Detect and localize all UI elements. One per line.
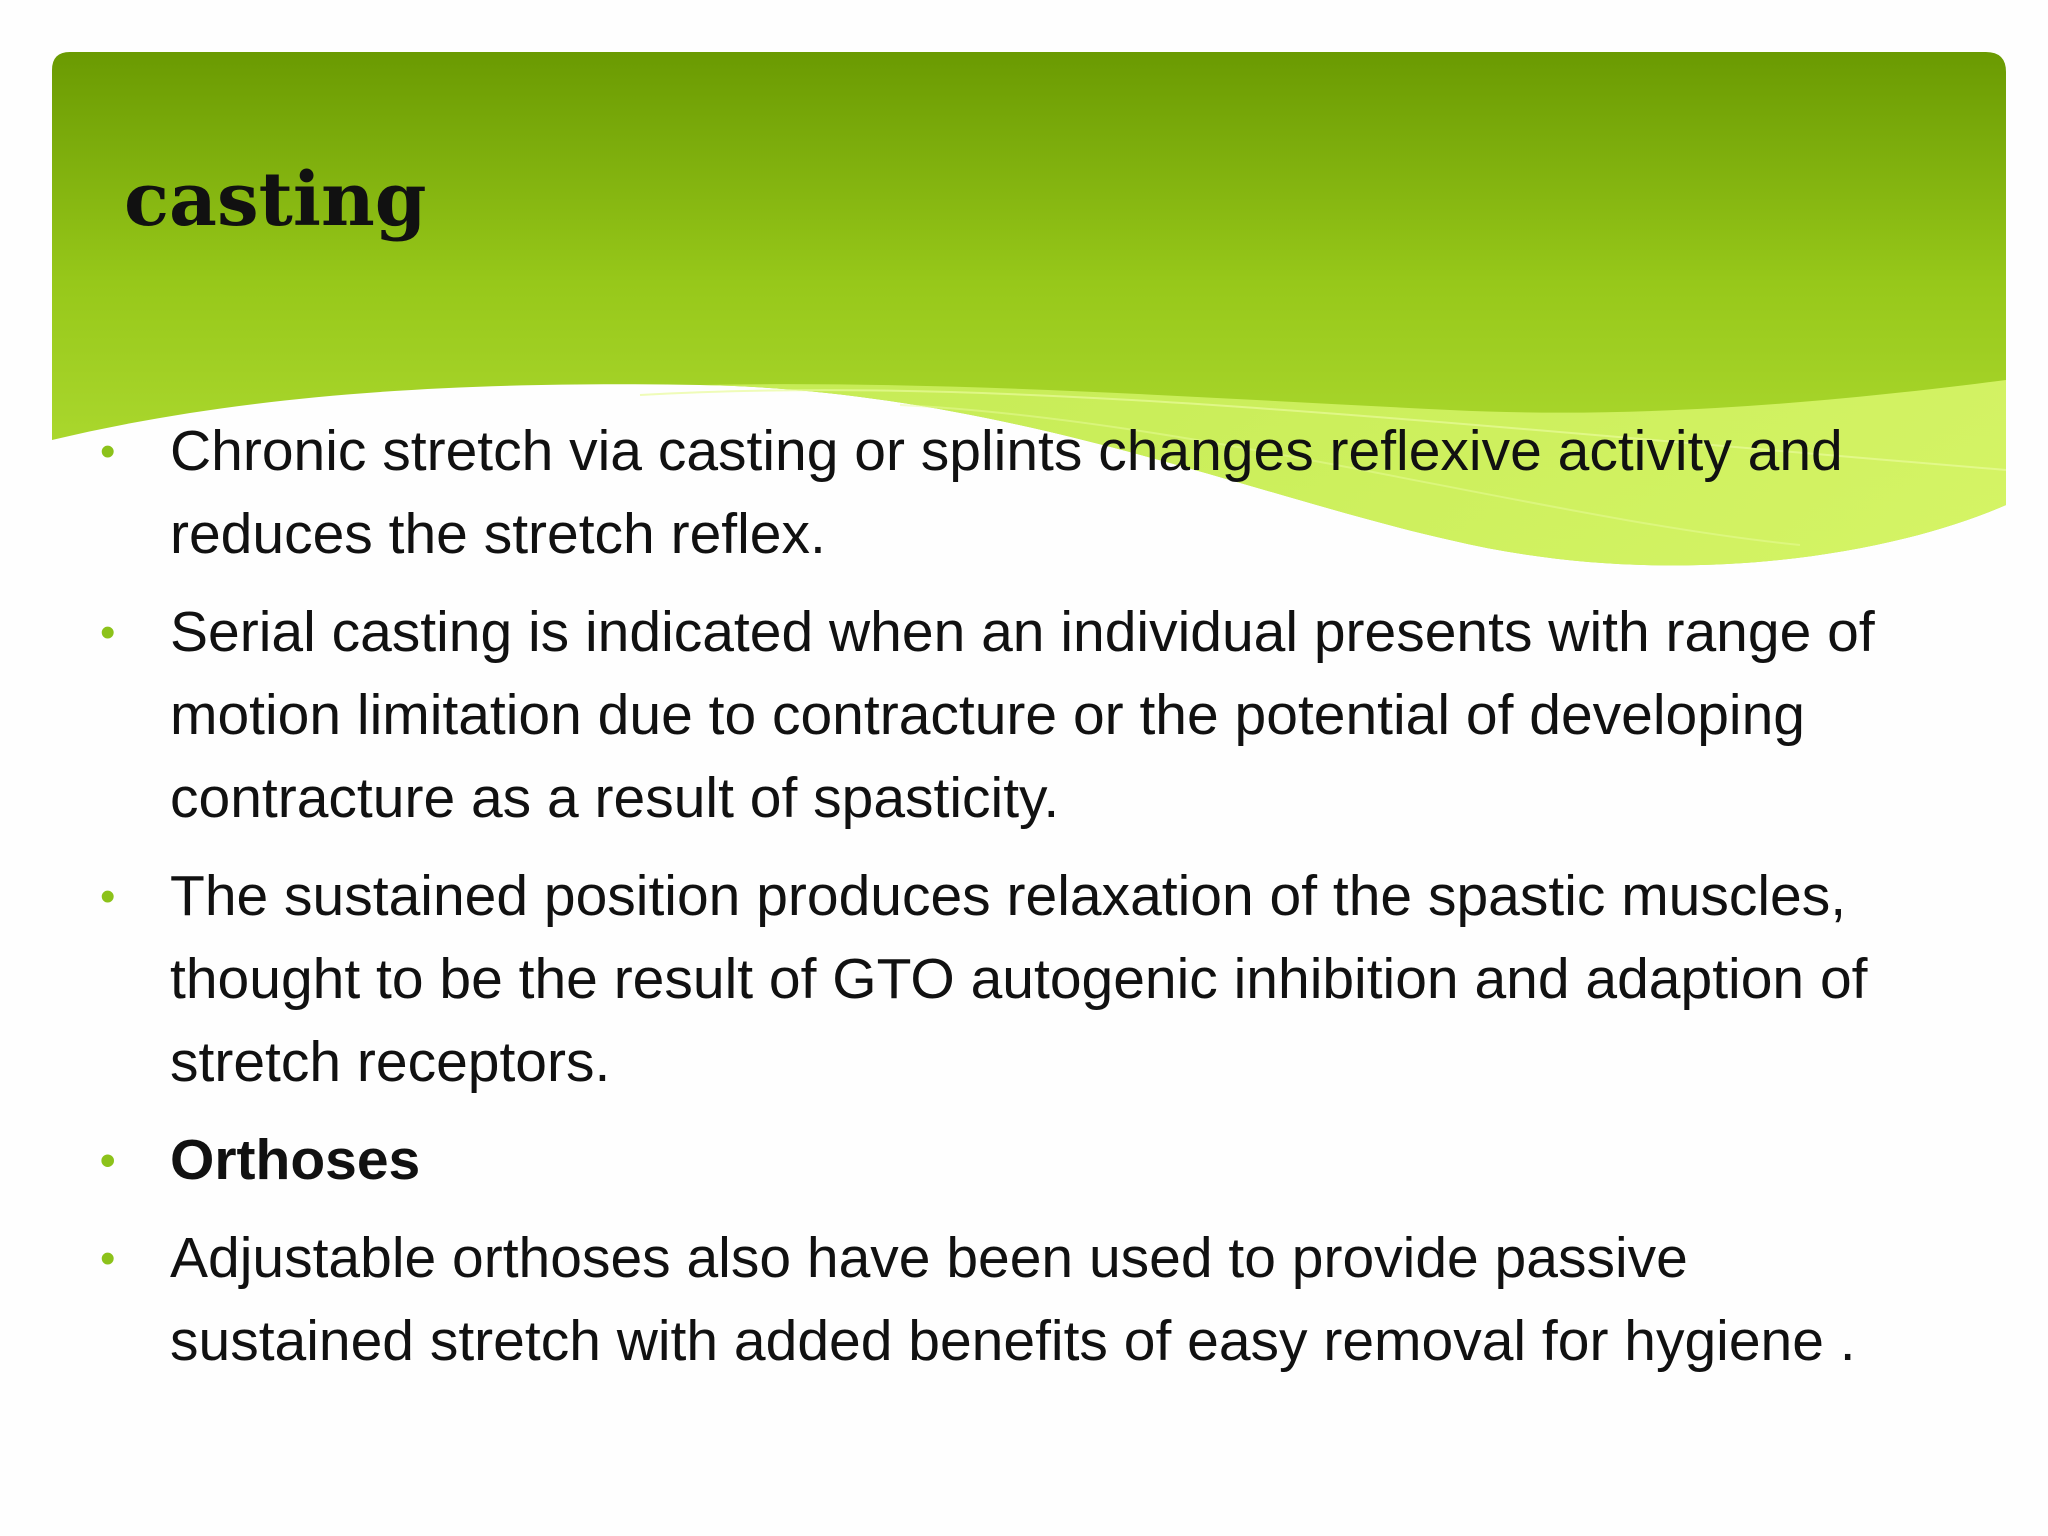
bullet-list [100, 410, 1940, 1398]
bullet-item-heading [100, 1119, 1940, 1202]
bullet-item [100, 591, 1940, 840]
bullet-dot-icon: • [100, 872, 116, 921]
bullet-text: The sustained position produces relaxation of the spastic muscles, thought to be the result of GTO autogenic inhibition and adaption of stretch receptors. [170, 864, 1868, 1094]
slide-title: casting [124, 157, 427, 243]
bullet-dot-icon: • [100, 1234, 116, 1283]
bullet-dot-icon: • [100, 427, 116, 476]
bullet-heading-text: Orthoses [170, 1128, 421, 1192]
bullet-text: Chronic stretch via casting or splints changes reflexive activity and reduces the stretch reflex. [170, 419, 1843, 566]
bullet-item [100, 410, 1940, 576]
bullet-text: Adjustable orthoses also have been used to provide passive sustained stretch with added benefits of easy removal for hygiene . [170, 1226, 1856, 1373]
bullet-item [100, 1217, 1940, 1383]
bullet-item [100, 855, 1940, 1104]
bullet-dot-icon: • [100, 608, 116, 657]
bullet-text: Serial casting is indicated when an individual presents with range of motion limitation due to contracture or the potential of developing contracture as a result of spasticity. [170, 600, 1875, 830]
bullet-dot-icon: • [100, 1136, 116, 1185]
